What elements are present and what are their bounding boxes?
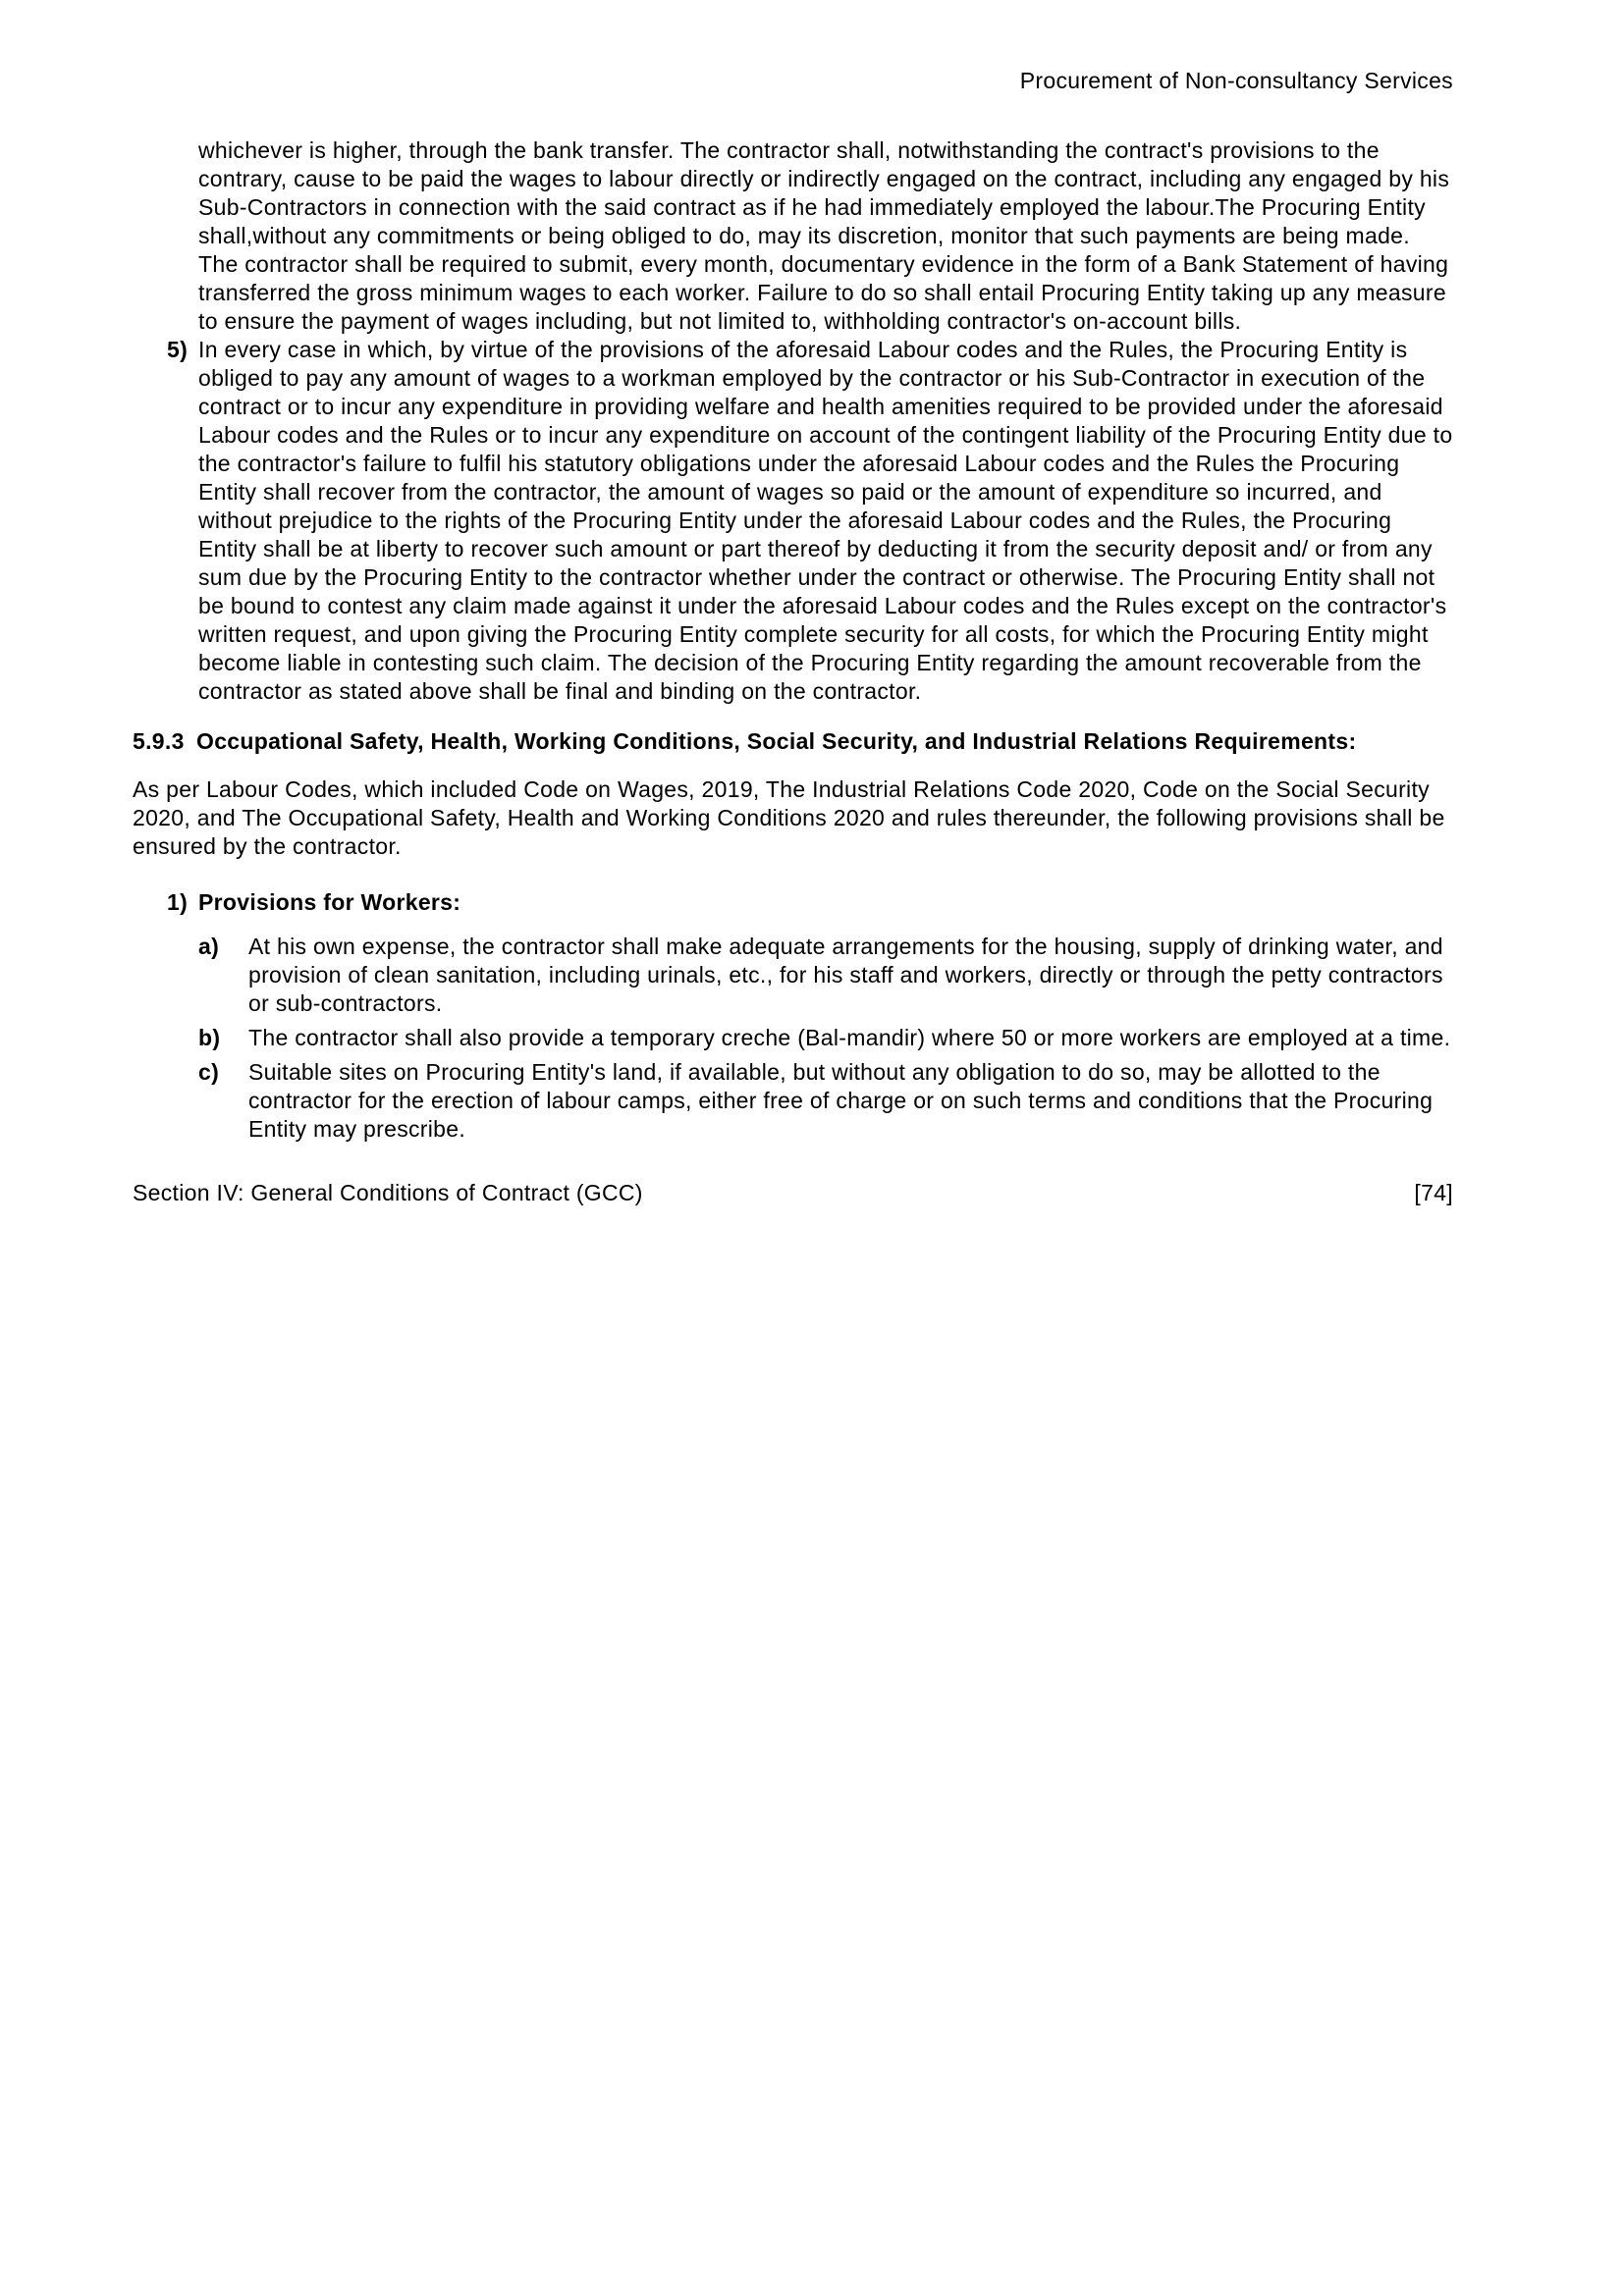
- sub-item-b: [133, 1024, 1453, 1052]
- sub-item-a-marker: a): [198, 934, 220, 959]
- section-heading-number: 5.9.3: [133, 728, 185, 754]
- list-item-5-marker: 5): [167, 337, 189, 362]
- sub-item-list: [133, 933, 1453, 1144]
- list-item-1-label: Provisions for Workers:: [198, 889, 461, 915]
- sub-item-c-marker: c): [198, 1059, 220, 1085]
- section-heading-5-9-3: [133, 727, 1453, 756]
- page-footer: [133, 1179, 1453, 1207]
- footer-section-label: Section IV: General Conditions of Contract (GCC): [133, 1180, 643, 1205]
- sub-item-b-marker: b): [198, 1025, 221, 1050]
- sub-item-c-text: Suitable sites on Procuring Entity's land, if available, but without any obligation to do so, may be allotted to the contractor for the erection of labour camps, either free of charge or on such terms and conditions that the Procuring Entity may prescribe.: [248, 1059, 1434, 1142]
- document-body: [133, 136, 1453, 1144]
- list-item-1-marker: 1): [167, 889, 189, 915]
- header-title: Procurement of Non-consultancy Services: [1019, 68, 1453, 93]
- list-item-1-provisions: [133, 888, 1453, 917]
- list-item-5: [133, 336, 1453, 706]
- sub-item-a-text: At his own expense, the contractor shall make adequate arrangements for the housing, supply of drinking water, and provision of clean sanitation, including urinals, etc., for his staff and workers, directly or through the petty contractors or sub-contractors.: [248, 934, 1443, 1016]
- page-header: [133, 67, 1453, 95]
- paragraph-wages-continuation: whichever is higher, through the bank transfer. The contractor shall, notwithstanding the contract's provisions to the contrary, cause to be paid the wages to labour directly or indirectly engaged on the contract, including any engaged by his Sub-Contractors in connection with the said contract as if he had immediately employed the labour.The Procuring Entity shall,without any commitments or being obliged to do, may its discretion, monitor that such payments are being made. The contractor shall be required to submit, every month, documentary evidence in the form of a Bank Statement of having transferred the gross minimum wages to each worker. Failure to do so shall entail Procuring Entity taking up any measure to ensure the payment of wages including, but not limited to, withholding contractor's on-account bills.: [198, 137, 1450, 334]
- sub-item-a: [133, 933, 1453, 1018]
- footer-page-number: [74]: [1414, 1180, 1453, 1205]
- sub-item-b-text: The contractor shall also provide a temporary creche (Bal-mandir) where 50 or more workers are employed at a time.: [248, 1025, 1451, 1050]
- paragraph-labour-codes: As per Labour Codes, which included Code on Wages, 2019, The Industrial Relations Code 2020, Code on the Social Security 2020, and The Occupational Safety, Health and Working Conditions 2020 and rules thereunder, the following provisions shall be ensured by the contractor.: [133, 776, 1445, 859]
- sub-item-c: [133, 1058, 1453, 1144]
- section-heading-title: Occupational Safety, Health, Working Conditions, Social Security, and Industrial Relations Requirements:: [196, 728, 1357, 754]
- list-item-5-text: In every case in which, by virtue of the provisions of the aforesaid Labour codes and the Rules, the Procuring Entity is obliged to pay any amount of wages to a workman employed by the contractor or his Sub-Contractor in execution of the contract or to incur any expenditure in providing welfare and health amenities required to be provided under the aforesaid Labour codes and the Rules or to incur any expenditure on account of the contingent liability of the Procuring Entity due to the contractor's failure to fulfil his statutory obligations under the aforesaid Labour codes and the Rules the Procuring Entity shall recover from the contractor, the amount of wages so paid or the amount of expenditure so incurred, and without prejudice to the rights of the Procuring Entity under the aforesaid Labour codes and the Rules, the Procuring Entity shall be at liberty to recover such amount or part thereof by deducting it from the security deposit and/ or from any sum due by the Procuring Entity to the contractor whether under the contract or otherwise. The Procuring Entity shall not be bound to contest any claim made against it under the aforesaid Labour codes and the Rules except on the contractor's written request, and upon giving the Procuring Entity complete security for all costs, for which the Procuring Entity might become liable in contesting such claim. The decision of the Procuring Entity regarding the amount recoverable from the contractor as stated above shall be final and binding on the contractor.: [198, 337, 1453, 704]
